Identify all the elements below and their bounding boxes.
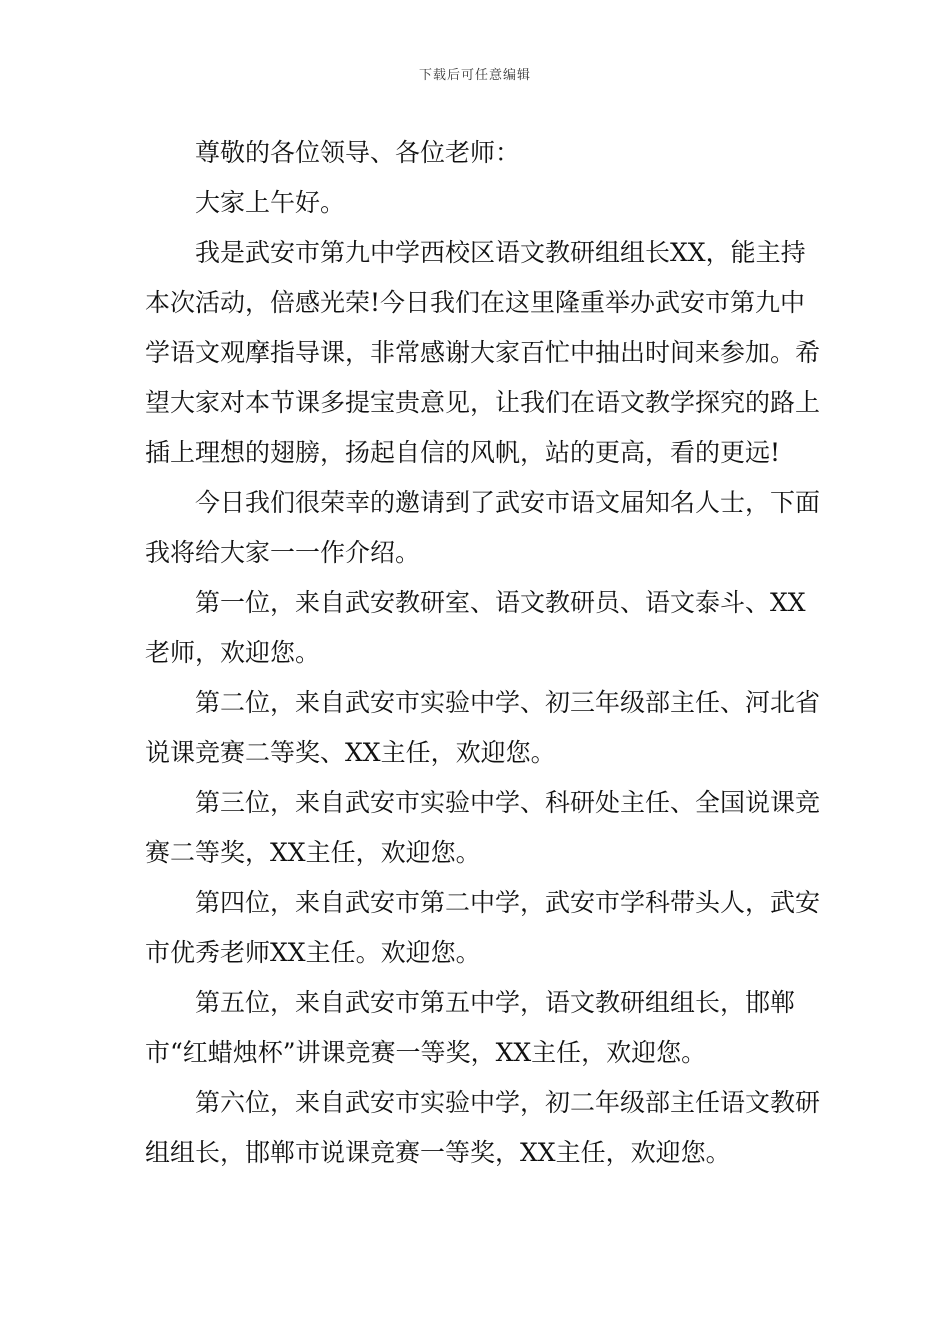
guest-3-paragraph: 第三位，来自武安市实验中学、科研处主任、全国说课竞赛二等奖，XX主任，欢迎您。 xyxy=(145,788,821,867)
greeting: 大家上午好。 xyxy=(195,188,346,217)
document-body xyxy=(145,128,825,1178)
intro-paragraph: 我是武安市第九中学西校区语文教研组组长XX，能主持本次活动，倍感光荣!今日我们在这里隆重举办武安市第九中学语文观摩指导课，非常感谢大家百忙中抽出时间来参加。希望大家对本节课多提宝贵意见，让我们在语文教学探究的路上插上理想的翅膀，扬起自信的风帆，站的更高，看的更远! xyxy=(145,238,821,467)
guest-4-paragraph: 第四位，来自武安市第二中学，武安市学科带头人，武安市优秀老师XX主任。欢迎您。 xyxy=(145,888,821,967)
guest-5-paragraph: 第五位，来自武安市第五中学，语文教研组组长，邯郸市“红蜡烛杯”讲课竞赛一等奖，XX主任，欢迎您。 xyxy=(145,988,796,1067)
guest-1-paragraph: 第一位，来自武安教研室、语文教研员、语文泰斗、XX老师，欢迎您。 xyxy=(145,588,806,667)
salutation: 尊敬的各位领导、各位老师： xyxy=(195,138,521,167)
guest-6-paragraph: 第六位，来自武安市实验中学，初二年级部主任语文教研组组长，邯郸市说课竞赛一等奖，XX主任，欢迎您。 xyxy=(145,1088,821,1167)
page-header: 下载后可任意编辑 xyxy=(418,68,531,83)
guests-intro-paragraph: 今日我们很荣幸的邀请到了武安市语文届知名人士，下面我将给大家一一作介绍。 xyxy=(145,488,821,567)
guest-2-paragraph: 第二位，来自武安市实验中学、初三年级部主任、河北省说课竞赛二等奖、XX主任，欢迎您。 xyxy=(145,688,821,767)
